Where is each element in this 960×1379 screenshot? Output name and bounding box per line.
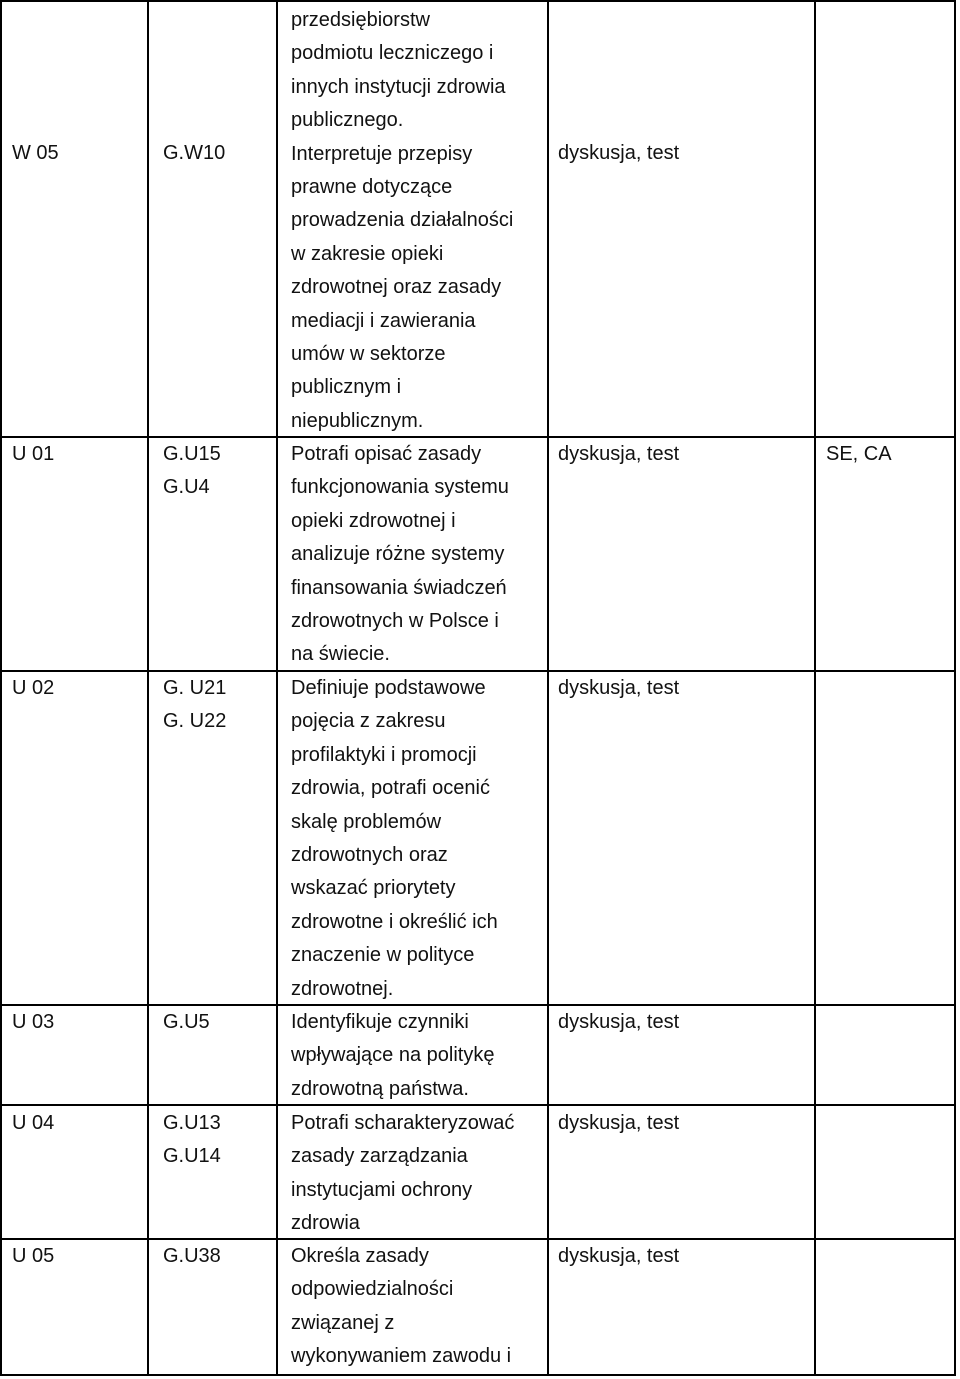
- description-line: publicznego.: [291, 109, 404, 132]
- outcome-code: U 04: [12, 1112, 55, 1134]
- description-line: zdrowotnej oraz zasady: [291, 276, 502, 299]
- description-line: wskazać priorytety: [291, 877, 456, 900]
- description-line: związanej z: [291, 1311, 395, 1334]
- column-divider: [147, 2, 149, 1374]
- description-line: innych instytucji zdrowia: [291, 75, 506, 98]
- description-line: funkcjonowania systemu: [291, 476, 509, 499]
- description-line: w zakresie opieki: [291, 242, 444, 265]
- reference-code: G. U21: [163, 677, 227, 699]
- column-divider: [814, 2, 816, 1374]
- column-divider: [547, 2, 549, 1374]
- description-line: zdrowia, potrafi ocenić: [291, 777, 490, 800]
- outcome-description: [291, 4, 513, 438]
- description-line: publicznym i: [291, 376, 402, 399]
- class-form: SE, CA: [826, 443, 892, 465]
- description-line: instytucjami ochrony: [291, 1178, 473, 1201]
- description-line: prowadzenia działalności: [291, 209, 514, 232]
- outcome-description: [291, 438, 509, 672]
- verification-method: dyskusja, test: [558, 1245, 680, 1267]
- description-line: wpływające na politykę: [291, 1044, 495, 1067]
- verification-method: dyskusja, test: [558, 142, 680, 164]
- description-line: prawne dotyczące: [291, 176, 453, 199]
- description-line: analizuje różne systemy: [291, 543, 505, 566]
- description-line: na świecie.: [291, 643, 390, 666]
- outcome-code: U 01: [12, 443, 55, 465]
- description-line: zdrowotną państwa.: [291, 1077, 469, 1100]
- description-line: wykonywaniem zawodu i: [291, 1345, 512, 1368]
- reference-code: G.U38: [163, 1245, 221, 1267]
- outcome-description: [291, 1240, 511, 1374]
- reference-code: G.W10: [163, 142, 226, 164]
- description-line: niepublicznym.: [291, 409, 424, 432]
- description-line: finansowania świadczeń: [291, 576, 507, 599]
- description-line: zdrowotnej.: [291, 977, 394, 1000]
- description-line: mediacji i zawierania: [291, 309, 476, 332]
- description-line: zasady zarządzania: [291, 1145, 468, 1168]
- description-line: przedsiębiorstw: [291, 9, 430, 31]
- reference-code: G.U5: [163, 1011, 210, 1033]
- reference-code: G.U14: [163, 1145, 221, 1168]
- description-line: zdrowotnych w Polsce i: [291, 610, 499, 633]
- description-line: opieki zdrowotnej i: [291, 509, 456, 532]
- outcome-code: U 02: [12, 677, 55, 699]
- reference-code: G.U13: [163, 1112, 221, 1134]
- verification-method: dyskusja, test: [558, 1011, 680, 1033]
- description-line: podmiotu leczniczego i: [291, 42, 494, 65]
- description-line: Identyfikuje czynniki: [291, 1011, 469, 1033]
- description-line: zdrowotne i określić ich: [291, 910, 498, 933]
- description-line: zdrowotnych oraz: [291, 844, 448, 867]
- reference-code: G.U15: [163, 443, 221, 465]
- outcome-code: U 05: [12, 1245, 55, 1267]
- description-line: Definiuje podstawowe: [291, 677, 486, 699]
- outcome-description: [291, 1006, 494, 1106]
- description-line: odpowiedzialności: [291, 1278, 454, 1301]
- description-line: znaczenie w polityce: [291, 944, 475, 967]
- description-line: profilaktyki i promocji: [291, 743, 477, 766]
- verification-method: dyskusja, test: [558, 1112, 680, 1134]
- reference-code: G. U22: [163, 710, 227, 733]
- reference-code: G.U4: [163, 476, 210, 499]
- description-line: skalę problemów: [291, 810, 442, 833]
- outcome-code: W 05: [12, 142, 59, 164]
- column-divider: [276, 2, 278, 1374]
- description-line: Określa zasady: [291, 1245, 429, 1267]
- description-line: zdrowia: [291, 1212, 360, 1235]
- description-line: Potrafi opisać zasady: [291, 443, 482, 465]
- row-divider: [0, 1104, 956, 1106]
- outcome-description: [291, 1107, 514, 1241]
- description-line: Potrafi scharakteryzować: [291, 1112, 515, 1134]
- verification-method: dyskusja, test: [558, 443, 680, 465]
- outcome-description: [291, 672, 498, 1006]
- description-line: pojęcia z zakresu: [291, 710, 446, 733]
- description-line: Interpretuje przepisy: [291, 142, 473, 165]
- verification-method: dyskusja, test: [558, 677, 680, 699]
- description-line: umów w sektorze: [291, 343, 446, 366]
- outcome-code: U 03: [12, 1011, 55, 1033]
